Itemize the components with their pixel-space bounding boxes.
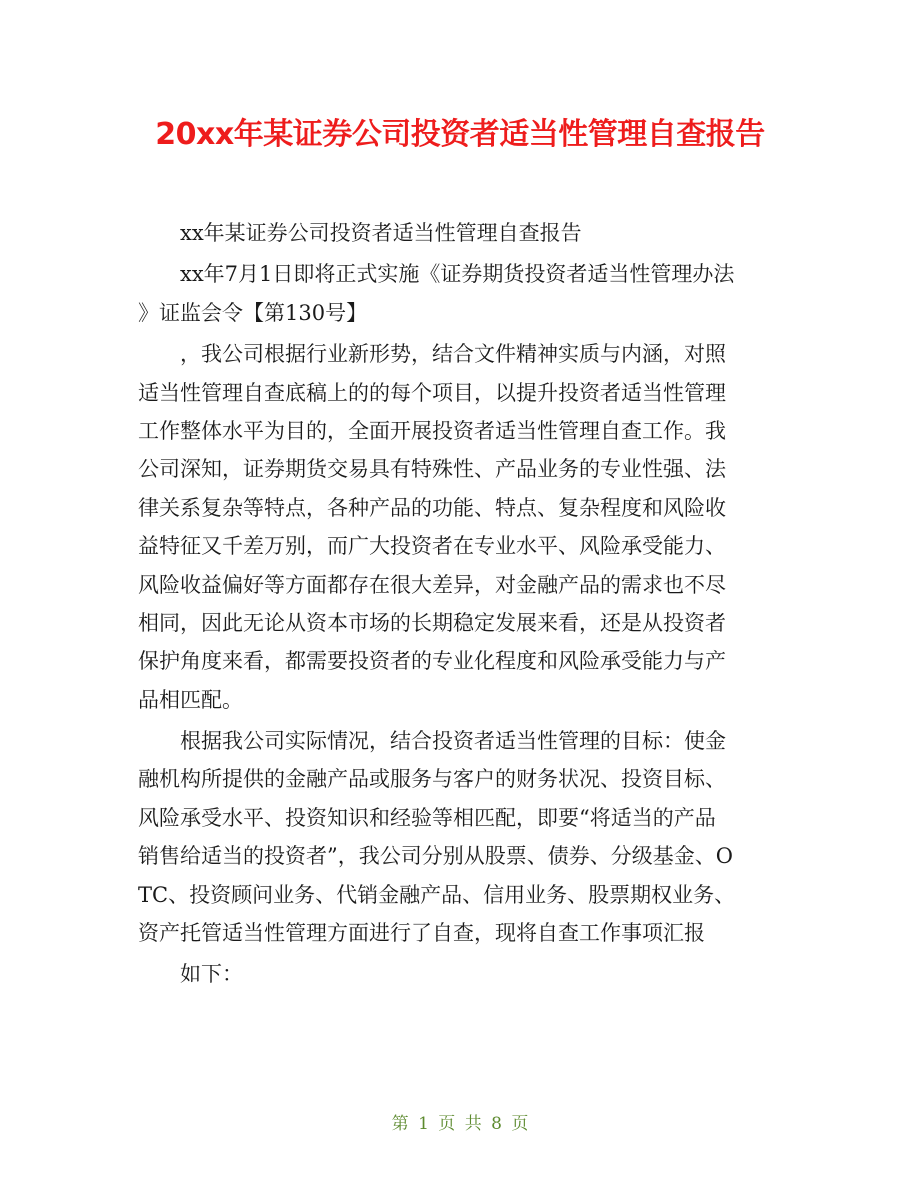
page-number-footer: 第 1 页 共 8 页 <box>391 1114 529 1134</box>
body-line: ，我公司根据行业新形势，结合文件精神实质与内涵，对照 <box>180 342 726 367</box>
body-line: 品相匹配。 <box>138 687 243 712</box>
document-body <box>138 214 778 994</box>
body-line: xx年某证券公司投资者适当性管理自查报告 <box>180 221 582 245</box>
body-line: 风险承受水平、投资知识和经验等相匹配，即要“将适当的产品 <box>138 805 716 830</box>
body-line: xx年7月1日即将正式实施《证券期货投资者适当性管理办法 <box>180 262 735 287</box>
body-line: 公司深知，证券期货交易具有特殊性、产品业务的专业性强、法 <box>138 457 726 482</box>
body-line: 相同，因此无论从资本市场的长期稳定发展来看，还是从投资者 <box>138 610 726 635</box>
body-line: 资产托管适当性管理方面进行了自查，现将自查工作事项汇报 <box>138 921 705 946</box>
body-line: 益特征又千差万别，而广大投资者在专业水平、风险承受能力、 <box>138 534 726 559</box>
body-line: TC、投资顾问业务、代销金融产品、信用业务、股票期权业务、 <box>138 882 736 907</box>
body-line: 销售给适当的投资者”，我公司分别从股票、债券、分级基金、O <box>138 844 733 869</box>
body-line: 风险收益偏好等方面都存在很大差异，对金融产品的需求也不尽 <box>138 572 726 597</box>
body-line: 根据我公司实际情况，结合投资者适当性管理的目标：使金 <box>180 729 726 754</box>
document-title: 20xx年某证券公司投资者适当性管理自查报告 <box>155 117 765 152</box>
body-line: 如下： <box>180 962 243 987</box>
body-line: 适当性管理自查底稿上的的每个项目，以提升投资者适当性管理 <box>138 380 726 405</box>
body-line: 律关系复杂等特点，各种产品的功能、特点、复杂程度和风险收 <box>138 495 726 520</box>
body-line: 融机构所提供的金融产品或服务与客户的财务状况、投资目标、 <box>138 767 726 792</box>
body-line: 》证监会令【第130号】 <box>138 300 368 325</box>
body-line: 保护角度来看，都需要投资者的专业化程度和风险承受能力与产 <box>138 649 726 674</box>
body-line: 工作整体水平为目的，全面开展投资者适当性管理自查工作。我 <box>138 418 726 443</box>
